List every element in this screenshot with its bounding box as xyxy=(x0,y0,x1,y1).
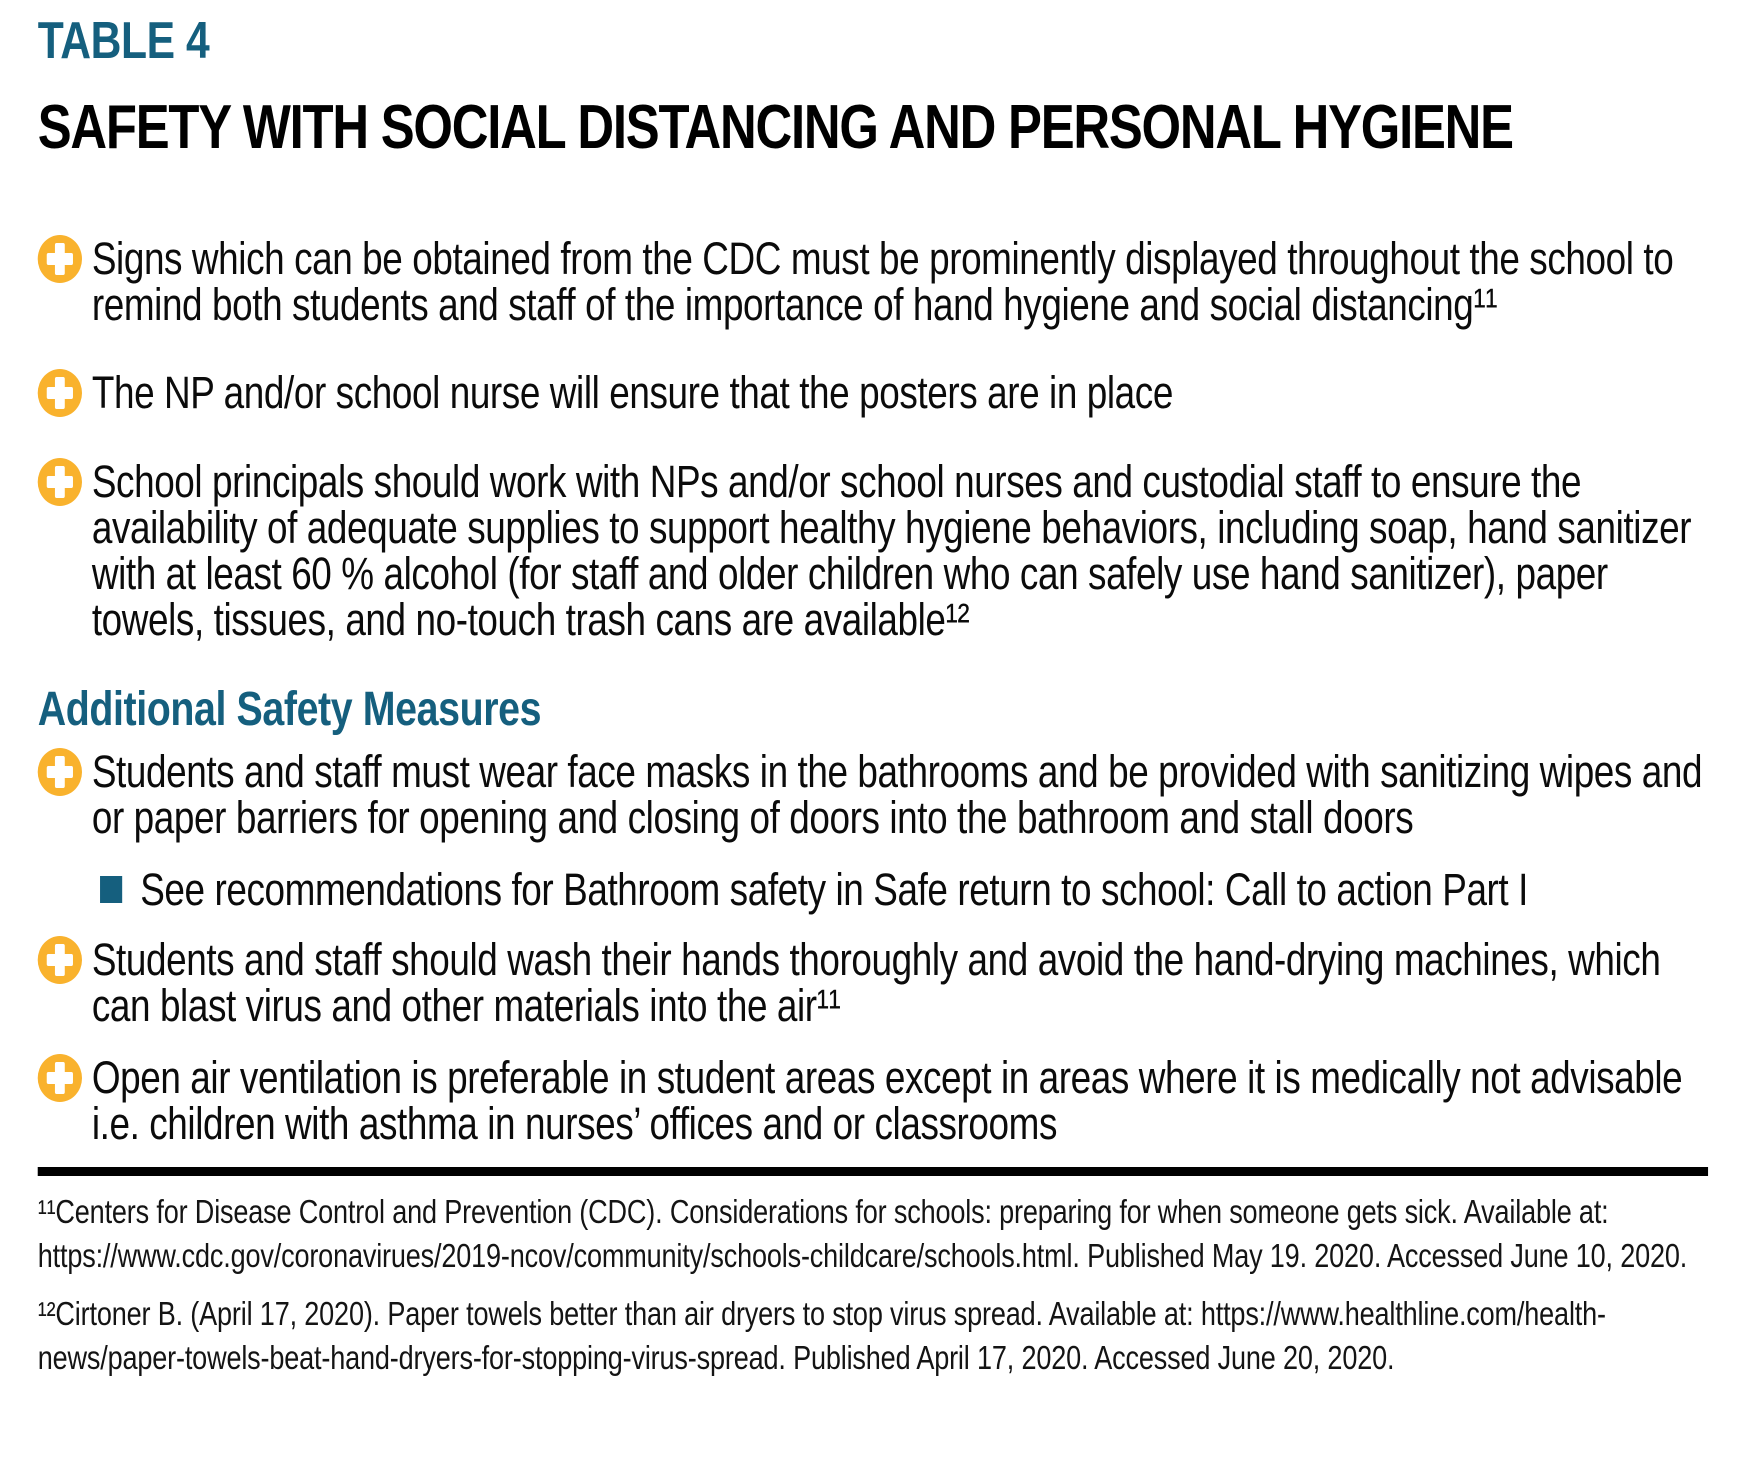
bullet-text: Signs which can be obtained from the CDC must be prominently displayed throughout the school to remind both students and staff of the importance of hand hygiene and social distancing¹¹ xyxy=(91,232,1674,330)
bullet-item xyxy=(38,933,1708,1031)
table-label: TABLE 4 xyxy=(37,12,210,70)
plus-circle-icon xyxy=(38,458,82,506)
plus-circle-icon xyxy=(38,936,82,984)
sub-bullet-text: See recommendations for Bathroom safety in Safe return to school: Call to action Part I xyxy=(140,863,1528,915)
bullet-text: Open air ventilation is preferable in student areas except in areas where it is medically not advisable i.e. children with asthma in nurses’ offices and or classrooms xyxy=(91,1051,1683,1149)
plus-circle-icon xyxy=(38,748,82,796)
bullet-list-main xyxy=(38,232,1708,645)
bullet-item xyxy=(38,1051,1708,1149)
bullet-text: School principals should work with NPs and/or school nurses and custodial staff to ensure the availability of adequate supplies to support healthy hygiene behaviors, including soap, hand sanitizer with at least 60 % alcohol (for staff and older children who can safely use hand sanitizer), paper towels, tissues, and no-touch trash cans are available¹² xyxy=(91,455,1692,645)
bullet-text: The NP and/or school nurse will ensure that the posters are in place xyxy=(91,366,1173,418)
footnote-text: ¹²Cirtoner B. (April 17, 2020). Paper towels better than air dryers to stop virus spread. Available at: https://www.healthline.com/​health-news/paper-towels-beat-hand-dryers-for-stopping-virus-spread. Published April 17, 2020. Accessed June 20, 2020. xyxy=(37,1294,1606,1376)
bullet-item xyxy=(38,366,1708,418)
bullet-item xyxy=(38,232,1708,330)
plus-circle-icon xyxy=(38,369,82,417)
sub-bullet-item xyxy=(100,863,1708,915)
plus-circle-icon xyxy=(38,1054,82,1102)
section-heading: Additional Safety Measures xyxy=(37,682,542,736)
bullet-text: Students and staff should wash their hands thoroughly and avoid the hand-drying machines, which can blast virus and other materials into the air¹¹ xyxy=(91,933,1661,1031)
bullet-item xyxy=(38,745,1708,843)
bullet-text: Students and staff must wear face masks in the bathrooms and be provided with sanitizing wipes and or paper barriers for opening and closing of doors into the bathroom and stall doors xyxy=(91,745,1703,843)
bullet-list-additional xyxy=(38,745,1708,1149)
bullet-item xyxy=(38,455,1708,645)
footnotes xyxy=(38,1190,1708,1380)
plus-circle-icon xyxy=(38,235,82,283)
square-bullet-icon xyxy=(100,876,122,903)
footnote-text: ¹¹Centers for Disease Control and Prevention (CDC). Considerations for schools: preparing for when someone gets sick. Available at: https://www.cdc.gov/coronavirues/2019-ncov/community/schools-childcare/schools.html. Published May 19. 2020. Accessed June 10, 2020. xyxy=(37,1192,1688,1274)
divider xyxy=(38,1167,1708,1176)
page-title: SAFETY WITH SOCIAL DISTANCING AND PERSONAL HYGIENE xyxy=(37,92,1513,162)
